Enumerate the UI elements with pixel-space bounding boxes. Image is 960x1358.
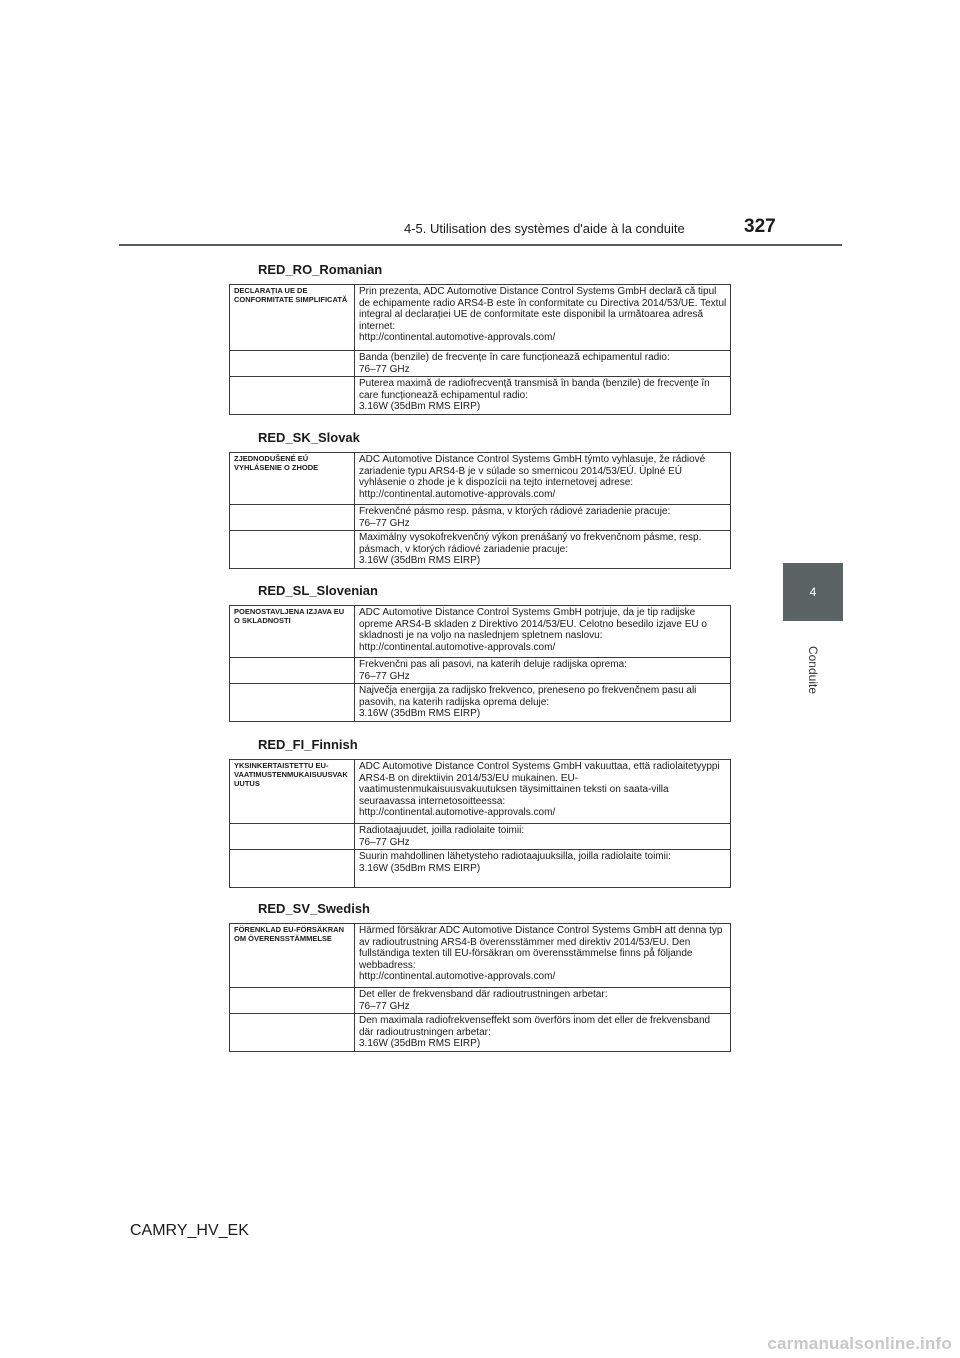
power-label: Den maximala radiofrekvenseffekt som överförs inom det eller de frekvensband där radioutrustningen arbetar: bbox=[359, 1015, 711, 1038]
row-label bbox=[230, 1014, 355, 1052]
table-row bbox=[230, 850, 731, 888]
declaration-label: YKSINKERTAISTETTU EU-VAATIMUSTENMUKAISUUSVAKUUTUS bbox=[230, 760, 355, 824]
frequency-value: 76–77 GHz bbox=[359, 363, 410, 375]
section-title: RED_RO_Romanian bbox=[258, 262, 383, 277]
declaration-body: Härmed försäkrar ADC Automotive Distance Control Systems GmbH att denna typ av radioutrustning ARS4-B överensstämmer med direktiv 2014/53/EU. Den fullständiga texten till EU-försäkran om överensstämmelse finns på följande webbadress: bbox=[359, 925, 723, 971]
table-row bbox=[230, 684, 731, 722]
table-row bbox=[230, 453, 731, 505]
frequency-text bbox=[355, 824, 731, 850]
table-row bbox=[230, 1014, 731, 1052]
section-title: RED_SK_Slovak bbox=[258, 430, 360, 445]
section-finnish bbox=[229, 737, 731, 888]
power-value: 3.16W (35dBm RMS EIRP) bbox=[359, 708, 481, 720]
table-row bbox=[230, 924, 731, 988]
power-value: 3.16W (35dBm RMS EIRP) bbox=[359, 401, 481, 413]
footer-model-code: CAMRY_HV_EK bbox=[130, 1222, 249, 1239]
row-label bbox=[230, 351, 355, 377]
section-title: RED_SV_Swedish bbox=[258, 901, 370, 916]
chapter-tab[interactable]: 4 bbox=[783, 563, 843, 621]
table-row bbox=[230, 988, 731, 1014]
watermark: carmanualsonline.info bbox=[767, 1334, 952, 1353]
frequency-text bbox=[355, 351, 731, 377]
row-label bbox=[230, 658, 355, 684]
declaration-label: ZJEDNODUŠENÉ EÚ VYHLÁSENIE O ZHODE bbox=[230, 453, 355, 505]
table-row bbox=[230, 760, 731, 824]
declaration-table bbox=[229, 452, 731, 569]
power-text bbox=[355, 377, 731, 415]
power-value: 3.16W (35dBm RMS EIRP) bbox=[359, 1038, 481, 1050]
declaration-text bbox=[355, 760, 731, 824]
declaration-body: ADC Automotive Distance Control Systems GmbH potrjuje, da je tip radijske opreme ARS4-B skladen z Direktivo 2014/53/EU. Celotno besedilo izjave EU o skladnosti je na voljo na naslednjem spletnem naslovu: bbox=[359, 607, 707, 642]
frequency-value: 76–77 GHz bbox=[359, 670, 410, 682]
declaration-label: POENOSTAVLJENA IZJAVA EU O SKLADNOSTI bbox=[230, 606, 355, 658]
row-label bbox=[230, 988, 355, 1014]
table-row bbox=[230, 531, 731, 569]
table-row bbox=[230, 505, 731, 531]
declaration-table bbox=[229, 923, 731, 1052]
declaration-table bbox=[229, 605, 731, 722]
power-text bbox=[355, 850, 731, 888]
power-value: 3.16W (35dBm RMS EIRP) bbox=[359, 862, 481, 874]
section-romanian bbox=[229, 262, 731, 415]
row-label bbox=[230, 684, 355, 722]
frequency-text bbox=[355, 658, 731, 684]
declaration-table bbox=[229, 284, 731, 415]
row-label bbox=[230, 824, 355, 850]
page-number: 327 bbox=[744, 216, 776, 237]
frequency-label: Frekvenčni pas ali pasovi, na katerih deluje radijska oprema: bbox=[359, 659, 627, 670]
frequency-label: Radiotaajuudet, joilla radiolaite toimii: bbox=[359, 825, 525, 836]
declaration-table bbox=[229, 759, 731, 888]
table-row bbox=[230, 824, 731, 850]
declaration-url[interactable]: http://continental.automotive-approvals.com/ bbox=[359, 807, 556, 819]
frequency-text bbox=[355, 505, 731, 531]
declaration-body: ADC Automotive Distance Control Systems GmbH týmto vyhlasuje, že rádiové zariadenie typu ARS4-B je v súlade so smernicou 2014/53/EÚ. Úplné EÚ vyhlásenie o zhode je k dispozícii na tejto internetovej adrese: bbox=[359, 454, 706, 489]
table-row bbox=[230, 285, 731, 351]
power-label: Puterea maximă de radiofrecvență transmisă în banda (benzile) de frecvențe în care funcționează echipamentul radio: bbox=[359, 378, 710, 401]
frequency-label: Det eller de frekvensband där radioutrustningen arbetar: bbox=[359, 989, 608, 1000]
power-text bbox=[355, 1014, 731, 1052]
declaration-label: FÖRENKLAD EU-FÖRSÄKRAN OM ÖVERENSSTÄMMELSE bbox=[230, 924, 355, 988]
section-title: RED_FI_Finnish bbox=[258, 737, 358, 752]
declaration-url[interactable]: http://continental.automotive-approvals.com/ bbox=[359, 332, 556, 344]
power-value: 3.16W (35dBm RMS EIRP) bbox=[359, 555, 481, 567]
section-slovenian bbox=[229, 583, 731, 722]
section-slovak bbox=[229, 430, 731, 569]
declaration-label: DECLARAȚIA UE DE CONFORMITATE SIMPLIFICATĂ bbox=[230, 285, 355, 351]
row-label bbox=[230, 505, 355, 531]
power-label: Maximálny vysokofrekvenčný výkon prenášaný vo frekvenčnom pásme, resp. pásmach, v ktorých rádiové zariadenie pracuje: bbox=[359, 532, 702, 555]
table-row bbox=[230, 606, 731, 658]
table-row bbox=[230, 377, 731, 415]
declaration-body: ADC Automotive Distance Control Systems GmbH vakuuttaa, että radiolaitetyyppi ARS4-B on direktiivin 2014/53/EU mukainen. EU-vaatimustenmukaisuusvakuutuksen täysimittainen teksti on saata-villa seuraavassa internetosoitteessa: bbox=[359, 761, 720, 807]
frequency-value: 76–77 GHz bbox=[359, 1000, 410, 1012]
header-divider bbox=[119, 244, 842, 246]
section-swedish bbox=[229, 901, 731, 1052]
frequency-value: 76–77 GHz bbox=[359, 836, 410, 848]
power-text bbox=[355, 531, 731, 569]
declaration-body: Prin prezenta, ADC Automotive Distance Control Systems GmbH declară că tipul de echipamente radio ARS4-B este în conformitate cu Directiva 2014/53/UE. Textul integral al declarației UE de conformitate este disponibil la următoarea adresă internet: bbox=[359, 286, 727, 332]
row-label bbox=[230, 850, 355, 888]
declaration-text bbox=[355, 924, 731, 988]
frequency-value: 76–77 GHz bbox=[359, 517, 410, 529]
power-label: Suurin mahdollinen lähetysteho radiotaajuuksilla, joilla radiolaite toimii: bbox=[359, 851, 671, 863]
frequency-label: Banda (benzile) de frecvențe în care funcționează echipamentul radio: bbox=[359, 352, 670, 363]
power-label: Največja energija za radijsko frekvenco, preneseno po frekvenčnem pasu ali pasovih, na katerih radijska oprema deluje: bbox=[359, 685, 697, 708]
declaration-text bbox=[355, 453, 731, 505]
section-title: RED_SL_Slovenian bbox=[258, 583, 378, 598]
row-label bbox=[230, 531, 355, 569]
declaration-url[interactable]: http://continental.automotive-approvals.com/ bbox=[359, 971, 556, 983]
row-label bbox=[230, 377, 355, 415]
table-row bbox=[230, 351, 731, 377]
declaration-text bbox=[355, 285, 731, 351]
declaration-text bbox=[355, 606, 731, 658]
declaration-url[interactable]: http://continental.automotive-approvals.com/ bbox=[359, 641, 556, 653]
declaration-url[interactable]: http://continental.automotive-approvals.com/ bbox=[359, 488, 556, 500]
section-header: 4-5. Utilisation des systèmes d'aide à la conduite bbox=[404, 221, 685, 236]
table-row bbox=[230, 658, 731, 684]
power-text bbox=[355, 684, 731, 722]
frequency-text bbox=[355, 988, 731, 1014]
frequency-label: Frekvenčné pásmo resp. pásma, v ktorých rádiové zariadenie pracuje: bbox=[359, 506, 671, 517]
chapter-title: Conduite bbox=[806, 645, 820, 695]
